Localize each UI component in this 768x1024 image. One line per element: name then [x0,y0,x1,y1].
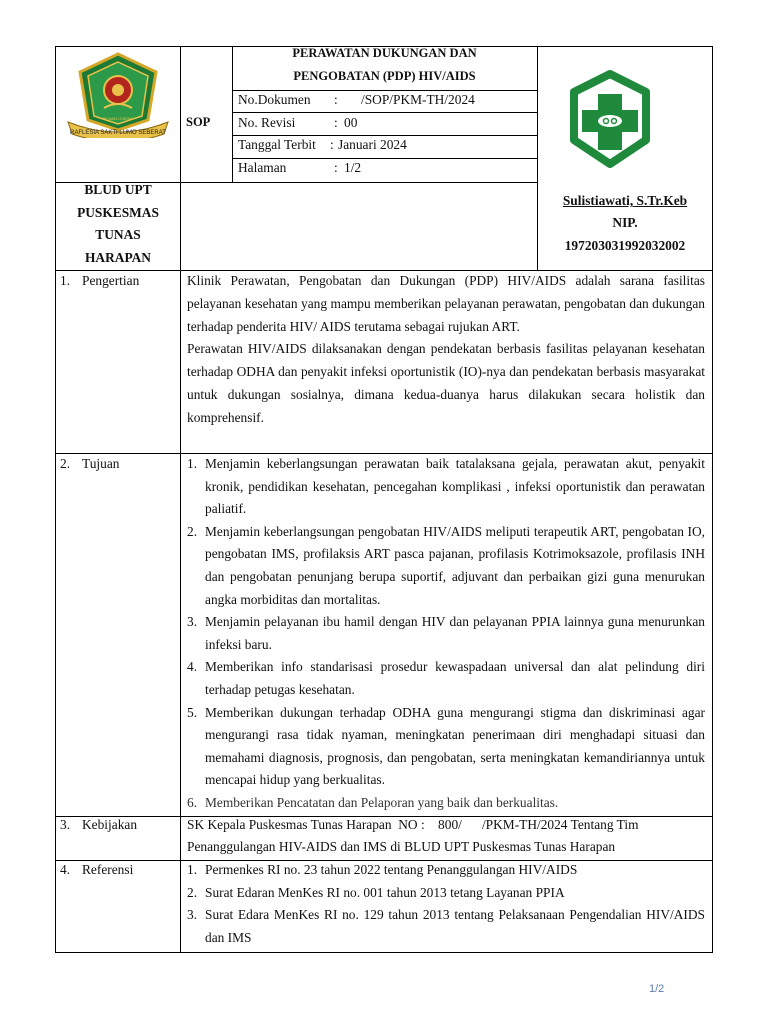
section-label-kebijakan: Kebijakan [82,817,138,832]
field-value-issue-date: Januari 2024 [338,137,407,152]
list-item [187,702,705,792]
item-number: 3. [187,614,198,630]
section-number: 4. [60,862,71,877]
item-number: 1. [187,456,198,471]
section-label-pengertian: Pengertian [82,273,140,288]
document-title-line2: PENGOBATAN (PDP) HIV/AIDS [293,69,476,83]
item-text: Menjamin keberlangsungan pengobatan HIV/AIDS meliputi terapeutik ART, pengobatan IO, pengobatan IMS, profilaksis ART pasca pajanan, profilasis Kotrimoksazole, profilasis INH dan pengobatan penunjang berupa suportif, adjuvant dan perbaikan gizi guna menurukan angka morbiditas dan mortalitas. [205,523,705,607]
list-item [187,792,705,815]
org-line: PUSKESMAS [77,205,159,220]
item-number: 4. [187,659,198,675]
nip-label: NIP. [612,215,638,230]
field-value-revision: 00 [344,115,358,130]
field-label: Halaman [238,160,287,175]
field-sep: : [334,115,338,130]
regency-emblem-logo [64,50,172,138]
item-text: Surat Edara MenKes RI no. 129 tahun 2013 tentang Pelaksanaan Pengendalian HIV/AIDS dan IMS [205,907,705,945]
item-number: 2. [187,523,198,539]
page-number: 1/2 [649,983,665,995]
paragraph: Perawatan HIV/AIDS dilaksanakan dengan pendekatan berbasis fasilitas pelayanan kesehatan terhadap ODHA dan penyakit infeksi oportunistik (IO)-nya dan pendekatan berbasis masyarakat untuk dukungan sosialnya, dimana kedua-duanya harus dilakukan secara holistik dan komprehensif. [187,341,705,425]
item-text: Memberikan Pencatatan dan Pelaporan yang baik dan berkualitas. [205,794,559,810]
policy-line: SK Kepala Puskesmas Tunas Harapan NO : 800/ /PKM-TH/2024 Tentang Tim [187,817,639,832]
section-body-tujuan [187,453,705,815]
list-item [187,656,705,701]
org-line: BLUD UPT [84,182,152,197]
list-item [187,453,705,521]
paragraph: Klinik Perawatan, Pengobatan dan Dukungan (PDP) HIV/AIDS adalah sarana fasilitas pelayanan kesehatan yang mampu memberikan pelayanan perawatan, pengobatan dan dukungan terhadap penderita HIV/ AIDS terutama sebagai rujukan ART. [187,273,705,334]
sop-label: SOP [186,115,211,129]
section-label-tujuan: Tujuan [82,456,120,471]
section-number: 3. [60,817,71,832]
document-title-line1: PERAWATAN DUKUNGAN DAN [292,46,477,60]
field-label: No.Dokumen [238,92,311,107]
item-number: 6. [187,794,198,810]
item-number: 1. [187,862,198,877]
item-text: Permenkes RI no. 23 tahun 2022 tentang Penanggulangan HIV/AIDS [205,862,578,877]
nip-value: 197203031992032002 [564,238,686,253]
section-number: 2. [60,456,71,471]
item-text: Menjamin keberlangsungan perawatan baik tatalaksana gejala, perawatan akut, penyakit kronik, pendidikan kesehatan, pencegahan komplikasi , infeksi oportunistik dan perawatan paliatif. [205,456,705,517]
item-text: Memberikan dukungan terhadap ODHA guna mengurangi stigma dan diskriminasi agar mengurangi rasa tidak nyaman, meningkatan penerimaan diri menghadapi situasi dan memahami diagnosis, prognosis, dan pengobatan, serta meningkatan kemandiriannya untuk mencapai hidup yang berkualitas. [205,704,705,788]
org-line: TUNAS [95,227,141,242]
item-text: Menjamin pelayanan ibu hamil dengan HIV dan pelayanan PPIA lainnya guna menurunkan infeksi baru. [205,614,705,652]
puskesmas-logo [560,70,660,170]
item-number: 2. [187,884,198,900]
field-value-page: 1/2 [344,160,362,175]
field-value-doc-number: /SOP/PKM-TH/2024 [361,92,475,107]
list-item [187,904,705,949]
item-text: Memberikan info standarisasi prosedur kewaspadaan universal dan alat pelindung diri terhadap petugas kesehatan. [205,659,705,697]
item-text: Surat Edaran MenKes RI no. 001 tahun 2013 tetang Layanan PPIA [205,884,565,900]
field-sep: : [330,137,334,152]
signer-name: Sulistiawati, S.Tr.Keb [562,193,688,208]
section-body-pengertian [187,270,705,430]
org-line: HARAPAN [85,250,151,265]
field-sep: : [334,160,338,175]
list-item [187,611,705,656]
section-number: 1. [60,273,71,288]
emblem-top-text: REJANG LEBONG [102,117,134,121]
section-label-referensi: Referensi [82,862,134,877]
field-sep: : [334,92,338,107]
policy-line: Penanggulangan HIV-AIDS dan IMS di BLUD UPT Puskesmas Tunas Harapan [187,839,616,854]
field-label: No. Revisi [238,115,296,130]
list-item [187,859,705,882]
section-body-referensi [187,859,705,949]
emblem-motto-text: RAFLESIA SAKTI LUMO SEBERAT [70,130,166,136]
list-item [187,882,705,905]
item-number: 3. [187,907,198,923]
list-item [187,521,705,611]
field-label: Tanggal Terbit [238,137,316,152]
item-number: 5. [187,704,198,720]
